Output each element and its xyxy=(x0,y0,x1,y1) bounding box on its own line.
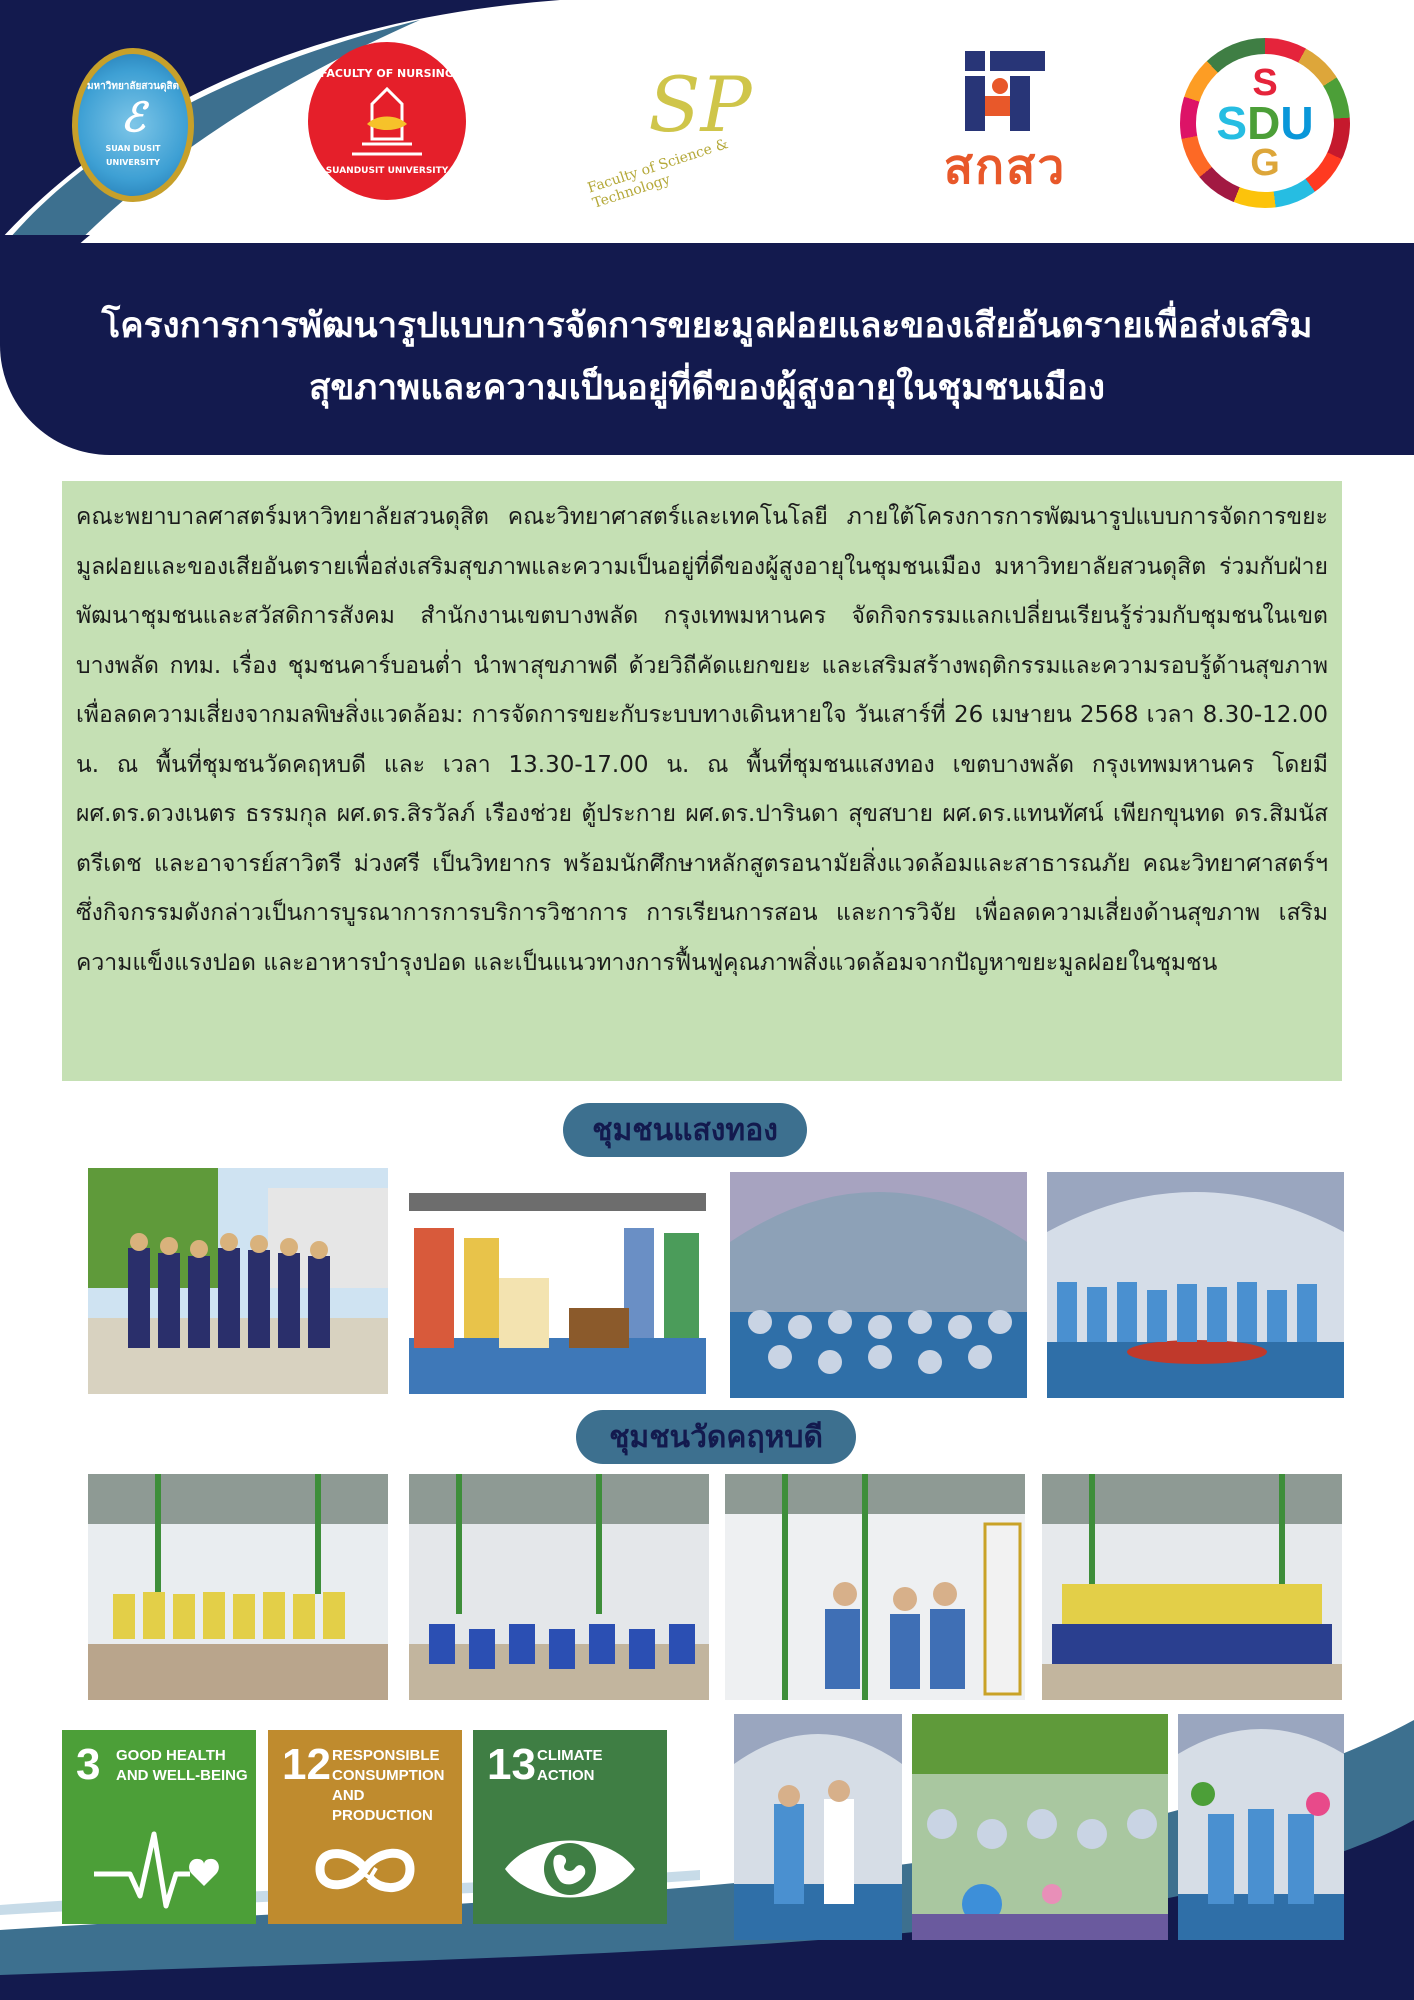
lamp-icon xyxy=(342,84,432,164)
sdg-logo-middle: SDU xyxy=(1216,97,1314,149)
sdg-12-label-line3: AND PRODUCTION xyxy=(332,1787,433,1824)
sdg-13-number: 13 xyxy=(487,1740,536,1789)
sdg-3-number: 3 xyxy=(76,1740,101,1789)
sdg-logo-top: S xyxy=(1252,62,1278,104)
sdg-12-responsible-consumption-tile xyxy=(268,1730,462,1924)
photo-saengthong-group xyxy=(88,1168,388,1394)
tsri-logo xyxy=(930,38,1080,208)
tsri-mark-icon xyxy=(955,51,1055,141)
photo-saengthong-booth xyxy=(409,1168,706,1394)
sdg-12-label xyxy=(332,1746,462,1826)
title-line-1: โครงการการพัฒนารูปแบบการจัดการขยะมูลฝอยและของเสียอันตรายเพื่อส่งเสริม xyxy=(101,306,1313,346)
photo-extra-1 xyxy=(734,1714,902,1940)
faculty-of-science-logo xyxy=(585,36,815,212)
sdg-13-label-line1: CLIMATE xyxy=(537,1747,603,1764)
sdg-3-good-health-tile xyxy=(62,1730,256,1924)
sdg-12-label-line1: RESPONSIBLE xyxy=(332,1747,440,1764)
science-logo-text: Faculty of Science & Technology xyxy=(585,135,731,212)
photo-saengthong-group-wide xyxy=(1047,1172,1344,1398)
page-title xyxy=(40,295,1374,419)
section-heading-wat-kharuehabodi: ชุมชนวัดคฤหบดี xyxy=(576,1410,856,1464)
sdg-13-label-line2: ACTION xyxy=(537,1767,595,1784)
sdg-13-climate-action-tile xyxy=(473,1730,667,1924)
tsri-text: สกสว xyxy=(943,141,1067,194)
photo-extra-3 xyxy=(1178,1714,1344,1940)
sdg-12-number: 12 xyxy=(282,1740,331,1789)
sdg-12-label-line2: CONSUMPTION xyxy=(332,1767,445,1784)
sdu-sdg-logo xyxy=(1180,38,1350,208)
photo-wat-audience xyxy=(409,1474,709,1700)
suan-dusit-university-logo xyxy=(72,48,194,202)
section-heading-saengthong: ชุมชนแสงทอง xyxy=(563,1103,807,1157)
sdg-3-label xyxy=(116,1746,248,1786)
faculty-of-nursing-logo xyxy=(308,42,466,200)
heartbeat-icon xyxy=(92,1826,226,1912)
sdg-logo-bottom: G xyxy=(1250,142,1280,184)
earth-eye-icon xyxy=(503,1826,637,1912)
photo-wat-group xyxy=(88,1474,388,1700)
photo-wat-activity xyxy=(725,1474,1025,1700)
sdg-3-label-line2: AND WELL-BEING xyxy=(116,1767,248,1784)
nursing-top-text: FACULTY OF NURSING xyxy=(320,66,454,80)
intro-box xyxy=(62,481,1342,1081)
sdu-emblem-icon: ℰ xyxy=(120,94,146,141)
sdg-3-label-line1: GOOD HEALTH xyxy=(116,1747,226,1764)
sdu-ring-text: มหาวิทยาลัยสวนดุสิต xyxy=(86,81,180,92)
title-line-2: สุขภาพและความเป็นอยู่ที่ดีของผู้สูงอายุในชุมชนเมือง xyxy=(309,368,1105,408)
intro-paragraph: คณะพยาบาลศาสตร์มหาวิทยาลัยสวนดุสิต คณะวิทยาศาสตร์และเทคโนโลยี ภายใต้โครงการการพัฒนารูปแบบการจัดการขยะมูลฝอยและของเสียอันตรายเพื่อส่งเสริมสุขภาพและความเป็นอยู่ที่ดีของผู้สูงอายุในชุมชนเมือง มหาวิทยาลัยสวนดุสิต ร่วมกับฝ่ายพัฒนาชุมชนและสวัสดิการสังคม สำนักงานเขตบางพลัด กรุงเทพมหานคร จัดกิจกรรมแลกเปลี่ยนเรียนรู้ร่วมกับชุมชนในเขตบางพลัด กทม. เรื่อง ชุมชนคาร์บอนต่ำ นำพาสุขภาพดี ด้วยวิถีคัดแยกขยะ และเสริมสร้างพฤติกรรมและความรอบรู้ด้านสุขภาพเพื่อลดความเสี่ยงจากมลพิษสิ่งแวดล้อม: การจัดการขยะกับระบบทางเดินหายใจ วันเสาร์ที่ 26 เมษายน 2568 เวลา 8.30-12.00 น. ณ พื้นที่ชุมชนวัดคฤหบดี และ เวลา 13.30-17.00 น. ณ พื้นที่ชุมชนแสงทอง เขตบางพลัด กรุงเทพมหานคร โดยมี ผศ.ดร.ดวงเนตร ธรรมกุล ผศ.ดร.สิรวัลภ์ เรืองช่วย ตู้ประกาย ผศ.ดร.ปารินดา สุขสบาย ผศ.ดร.แทนทัศน์ เพียกขุนทด ดร.สิมนัส ตรีเดช และอาจารย์สาวิตรี ม่วงศรี เป็นวิทยากร พร้อมนักศึกษาหลักสูตรอนามัยสิ่งแวดล้อมและสาธารณภัย คณะวิทยาศาสตร์ฯ ซึ่งกิจกรรมดังกล่าวเป็นการบูรณาการการบริการวิชาการ การเรียนการสอน และการวิจัย เพื่อลดความเสี่ยงด้านสุขภาพ เสริมความแข็งแรงปอด และอาหารบำรุงปอด และเป็นแนวทางการฟื้นฟูคุณภาพสิ่งแวดล้อมจากปัญหาขยะมูลฝอยในชุมชน xyxy=(76,504,1328,976)
photo-extra-2 xyxy=(912,1714,1168,1940)
sdu-bottom-text: SUAN DUSIT UNIVERSITY xyxy=(105,144,161,167)
infinity-icon xyxy=(298,1826,432,1912)
nursing-bottom-text: SUANDUSIT UNIVERSITY xyxy=(325,165,449,176)
photo-wat-group-wide xyxy=(1042,1474,1342,1700)
photo-saengthong-audience xyxy=(730,1172,1027,1398)
science-monogram: SP xyxy=(648,60,752,149)
sdg-13-label xyxy=(537,1746,603,1786)
